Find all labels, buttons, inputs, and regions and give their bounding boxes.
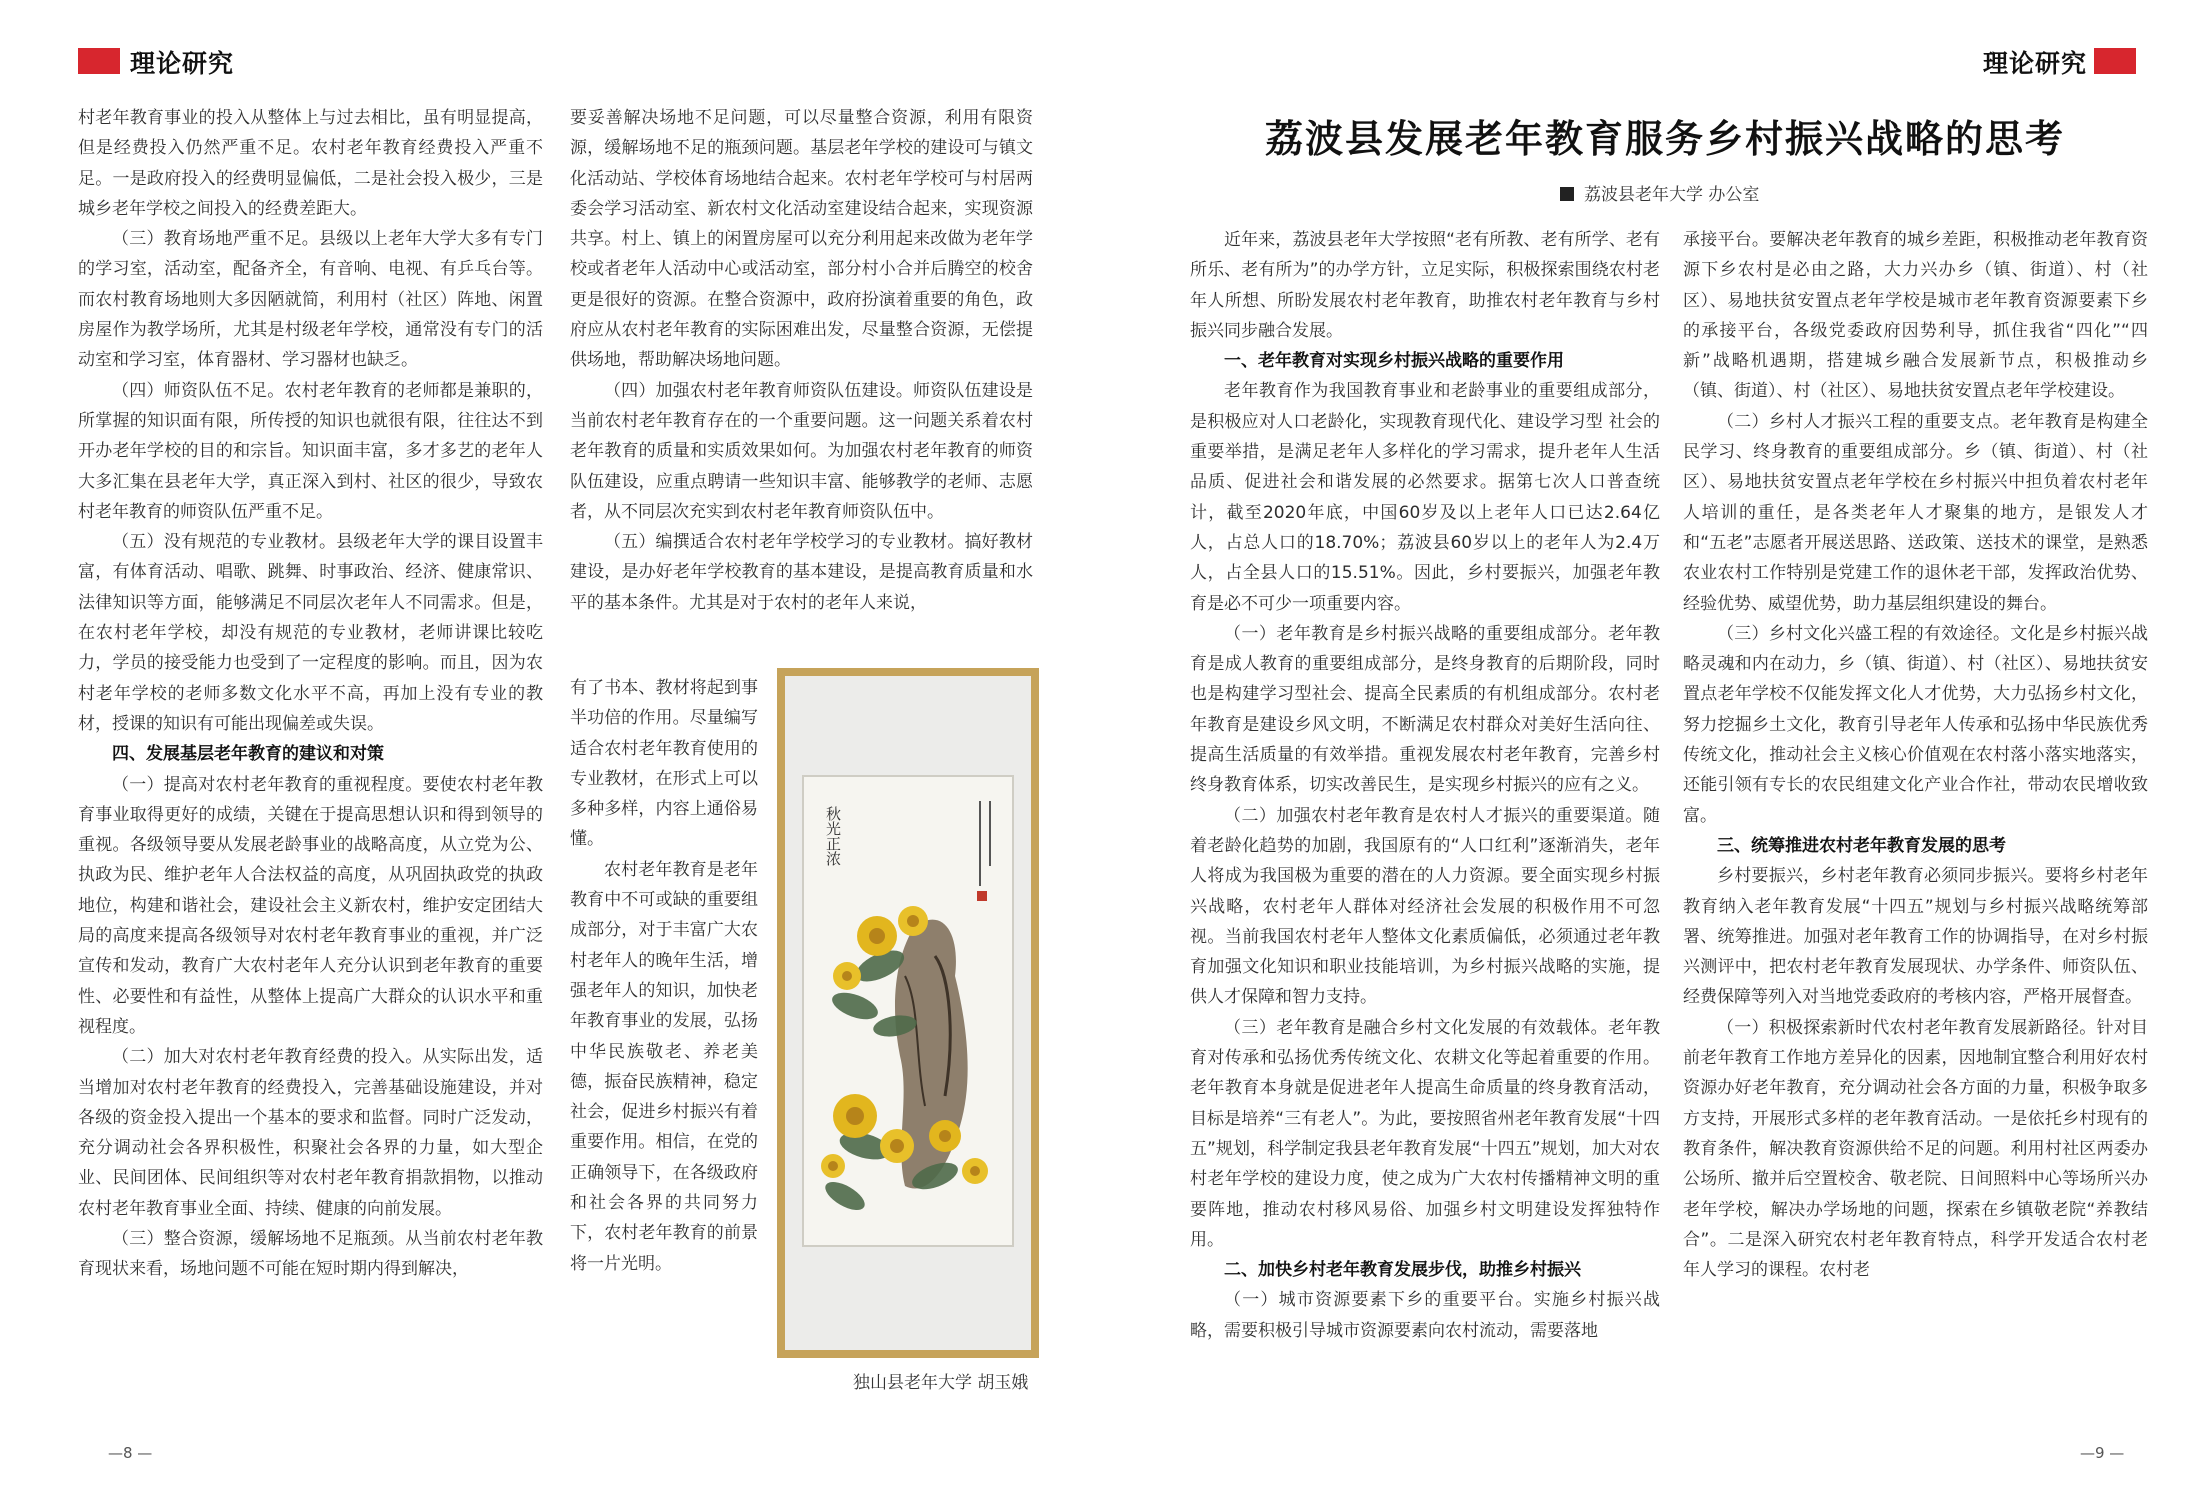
left-section-marker — [78, 48, 120, 74]
section-heading: 一、老年教育对实现乡村振兴战略的重要作用 — [1224, 351, 1564, 372]
article-byline — [1560, 180, 1759, 205]
paragraph: 承接平台。要解决老年教育的城乡差距，积极推动老年教育资源下乡农村是必由之路，大力兴办乡（镇、街道）、村（社区）、易地扶贫安置点老年学校是城市老年教育资源要素下乡的承接平台，各级党委政府因势利导，抓住我省“四化”“四新”战略机遇期，搭建城乡融合发展新节点，积极推动乡（镇、街道）、村（社区）、易地扶贫安置点老年学校建设。 — [1683, 230, 2148, 402]
paragraph: （一）积极探索新时代农村老年教育发展新路径。针对目前老年教育工作地方差异化的因素，因地制宜整合利用好农村资源办好老年教育，充分调动社会各方面的力量，积极争取多方支持，开展形式多样的老年教育活动。一是依托乡村现有的教育条件，解决教育资源供给不足的问题。利用村社区两委办公场所、撤并后空置校舍、敬老院、日间照料中心等场所兴办老年学校，解决办学场地的问题，探索在乡镇敬老院“养教结合”。二是深入研究农村老年教育特点，科学开发适合农村老年人学习的课程。农村老 — [1683, 1017, 2148, 1281]
paragraph: （三）整合资源，缓解场地不足瓶颈。从当前农村老年教育现状来看，场地问题不可能在短时期内得到解决， — [78, 1228, 543, 1280]
painting-inscription: 秋光正浓 — [824, 806, 842, 866]
right-page-column-2 — [1683, 225, 2148, 1285]
left-page-column-1 — [78, 103, 543, 1285]
paragraph: （五）编撰适合农村老年学校学习的专业教材。搞好教材建设，是办好老年学校教育的基本建设，是提高教育质量和水平的基本条件。尤其是对于农村的老年人来说， — [570, 532, 1033, 613]
paragraph: （三）教育场地严重不足。县级以上老年大学大多有专门的学习室，活动室，配备齐全，有音响、电视、有乒乓台等。而农村教育场地则大多因陋就简，利用村（社区）阵地、闲置房屋作为教学场所，尤其是村级老年学校，通常没有专门的活动室和学习室，体育器材、学习器材也缺乏。 — [78, 229, 543, 371]
article-title: 荔波县发展老年教育服务乡村振兴战略的思考 — [1264, 116, 2065, 161]
page-number-right: —9 — — [2080, 1444, 2125, 1462]
paragraph: 乡村要振兴，乡村老年教育必须同步振兴。要将乡村老年教育纳入老年教育发展“十四五”规划与乡村振兴战略统筹部署、统筹推进。加强对老年教育工作的协调指导，在对乡村振兴测评中，把农村老年教育发展现状、办学条件、师资队伍、经费保障等列入对当地党委政府的考核内容，严格开展督查。 — [1683, 866, 2148, 1008]
paragraph: （一）老年教育是乡村振兴战略的重要组成部分。老年教育是成人教育的重要组成部分，是终身教育的后期阶段，同时也是构建学习型社会、提高全民素质的有机组成部分。农村老年教育是建设乡风文明，不断满足农村群众对美好生活向往、提高生活质量的有效举措。重视发展农村老年教育，完善乡村终身教育体系，切实改善民生，是实现乡村振兴的应有之义。 — [1190, 623, 1660, 796]
page-number-left: —8 — — [108, 1444, 153, 1462]
section-heading: 二、加快乡村老年教育发展步伐，助推乡村振兴 — [1224, 1260, 1581, 1281]
paragraph: （三）乡村文化兴盛工程的有效途径。文化是乡村振兴战略灵魂和内在动力，乡（镇、街道）、村（社区）、易地扶贫安置点老年学校不仅能发挥文化人才优势，大力弘扬乡村文化，努力挖掘乡土文化，教育引导老年人传承和弘扬中华民族优秀传统文化，推动社会主义核心价值观在农村落小落实地落实，还能引领有专长的农民组建文化产业合作社，带动农民增收致富。 — [1683, 623, 2148, 826]
paragraph: （五）没有规范的专业教材。县级老年大学的课目设置丰富，有体育活动、唱歌、跳舞、时事政治、经济、健康常识、法律知识等方面，能够满足不同层次老年人不同需求。但是，在农村老年学校，却没有规范的专业教材，老师讲课比较吃力，学员的接受能力也受到了一定程度的影响。而且，因为农村老年学校的老师多数文化水平不高，再加上没有专业的教材，授课的知识有可能出现偏差或失误。 — [78, 532, 543, 734]
paragraph: （一）城市资源要素下乡的重要平台。实施乡村振兴战略，需要积极引导城市资源要素向农村流动，需要落地 — [1190, 1290, 1660, 1341]
paragraph: 村老年教育事业的投入从整体上与过去相比，虽有明显提高，但是经费投入仍然严重不足。农村老年教育经费投入严重不足。一是政府投入的经费明显偏低，二是社会投入极少，三是城乡老年学校之间投入的经费差距大。 — [78, 108, 543, 219]
paragraph: （四）加强农村老年教育师资队伍建设。师资队伍建设是当前农村老年教育存在的一个重要问题。这一问题关系着农村老年教育的质量和实质效果如何。为加强农村老年教育的师资队伍建设，应重点聘请一些知识丰富、能够教学的老师、志愿者，从不同层次充实到农村老年教育师资队伍中。 — [570, 380, 1033, 522]
painting-frame — [777, 668, 1039, 1358]
paragraph: 要妥善解决场地不足问题，可以尽量整合资源，利用有限资源，缓解场地不足的瓶颈问题。基层老年学校的建设可与镇文化活动站、学校体育场地结合起来。农村老年学校可与村居两委会学习活动室、新农村文化活动室建设结合起来，实现资源共享。村上、镇上的闲置房屋可以充分利用起来改做为老年学校或者老年人活动中心或活动室，部分村小合并后腾空的校舍更是很好的资源。在整合资源中，政府扮演着重要的角色，政府应从农村老年教育的实际困难出发，尽量整合资源，无偿提供场地，帮助解决场地问题。 — [570, 108, 1033, 371]
paragraph: 农村老年教育是老年教育中不可或缺的重要组成部分，对于丰富广大农村老年人的晚年生活，增强老年人的知识，加快老年教育事业的发展，弘扬中华民族敬老、养老美德，振奋民族精神，稳定社会，促进乡村振兴有着重要作用。相信，在党的正确领导下，在各级政府和社会各界的共同努力下，农村老年教育的前景将一片光明。 — [570, 859, 758, 1274]
left-section-title: 理论研究 — [130, 49, 235, 78]
left-page-column-2 — [570, 103, 1033, 618]
left-page-column-2-narrow — [570, 673, 758, 1279]
paragraph: （二）加大对农村老年教育经费的投入。从实际出发，适当增加对农村老年教育的经费投入，完善基础设施建设，并对各级的资金投入提出一个基本的要求和监督。同时广泛发动，充分调动社会各界积极性，积聚社会各界的力量，如大型企业、民间团体、民间组织等对农村老年教育捐款捐物，以推动农村老年教育事业全面、持续、健康的向前发展。 — [78, 1047, 543, 1219]
paragraph: 老年教育作为我国教育事业和老龄事业的重要组成部分，是积极应对人口老龄化，实现教育现代化、建设学习型 社会的重要举措，是满足老年人多样化的学习需求，提升老年人生活品质、促进社会和谐发展的必然要求。据第七次人口普查统计，截至2020年底，中国60岁及以上老年人口已达2.64亿人，占总人口的18.70%；荔波县60岁以上的老年人为2.4万人，占全县人口的15.51%。因此，乡村要振兴，加强老年教育是必不可少一项重要内容。 — [1190, 381, 1660, 614]
section-heading: 三、统筹推进农村老年教育发展的思考 — [1717, 835, 2006, 856]
chrysanthemum-painting — [785, 676, 1031, 1350]
paragraph: （一）提高对农村老年教育的重视程度。要使农村老年教育事业取得更好的成绩，关键在于提高思想认识和得到领导的重视。各级领导要从发展老龄事业的战略高度，从立党为公、执政为民、维护老年人合法权益的高度，从巩固执政党的执政地位，构建和谐社会，建设社会主义新农村，维护安定团结大局的高度来提高各级领导对农村老年教育事业的重视，并广泛宣传和发动，教育广大农村老年人充分认识到老年教育的重要性、必要性和有益性，从整体上提高广大群众的认识水平和重视程度。 — [78, 774, 543, 1037]
right-page-column-1 — [1190, 225, 1660, 1346]
paragraph: （四）师资队伍不足。农村老年教育的老师都是兼职的，所掌握的知识面有限，所传授的知识也就很有限，往往达不到开办老年学校的目的和宗旨。知识面丰富，多才多艺的老年人大多汇集在县老年大学，真正深入到村、社区的很少，导致农村老年教育的师资队伍严重不足。 — [78, 380, 543, 522]
painting-caption: 独山县老年大学 胡玉娥 — [853, 1373, 1029, 1393]
paragraph: （二）加强农村老年教育是农村人才振兴的重要渠道。随着老龄化趋势的加剧，我国原有的“人口红利”逐渐消失，老年人将成为我国极为重要的潜在的人力资源。要全面实现乡村振兴战略，农村老年人群体对经济社会发展的积极作用不可忽视。当前我国农村老年人整体文化素质偏低，必须通过老年教育加强文化知识和职业技能培训，为乡村振兴战略的实施，提供人才保障和智力支持。 — [1190, 805, 1660, 1008]
paragraph: 近年来，荔波县老年大学按照“老有所教、老有所学、老有所乐、老有所为”的办学方针，立足实际，积极探索围绕农村老年人所想、所盼发展农村老年教育，助推农村老年教育与乡村振兴同步融合发展。 — [1190, 230, 1660, 341]
paragraph: （二）乡村人才振兴工程的重要支点。老年教育是构建全民学习、终身教育的重要组成部分。乡（镇、街道）、村（社区）、易地扶贫安置点老年学校在乡村振兴中担负着农村老年人培训的重任，是各类老年人才聚集的地方，是银发人才和“五老”志愿者开展送思路、送政策、送技术的课堂，是熟悉农业农村工作特别是党建工作的退休老干部，发挥政治优势、经验优势、威望优势，助力基层组织建设的舞台。 — [1683, 411, 2148, 614]
right-section-title: 理论研究 — [1983, 49, 2088, 78]
paragraph: （三）老年教育是融合乡村文化发展的有效载体。老年教育对传承和弘扬优秀传统文化、农耕文化等起着重要的作用。老年教育本身就是促进老年人提高生命质量的终身教育活动，目标是培养“三有老人”。为此，要按照省州老年教育发展“十四五”规划，科学制定我县老年教育发展“十四五”规划，加大对农村老年学校的建设力度，使之成为广大农村传播精神文明的重要阵地，推动农村移风易俗、加强乡村文明建设发挥独特作用。 — [1190, 1017, 1660, 1250]
byline-square-icon — [1560, 187, 1574, 201]
painting-mat — [785, 676, 1031, 1350]
section-heading: 四、发展基层老年教育的建议和对策 — [112, 744, 384, 765]
right-section-marker — [2094, 48, 2136, 74]
byline-text: 荔波县老年大学 办公室 — [1584, 185, 1760, 205]
paragraph: 有了书本、教材将起到事半功倍的作用。尽量编写适合农村老年教育使用的专业教材，在形式上可以多种多样，内容上通俗易懂。 — [570, 678, 758, 850]
